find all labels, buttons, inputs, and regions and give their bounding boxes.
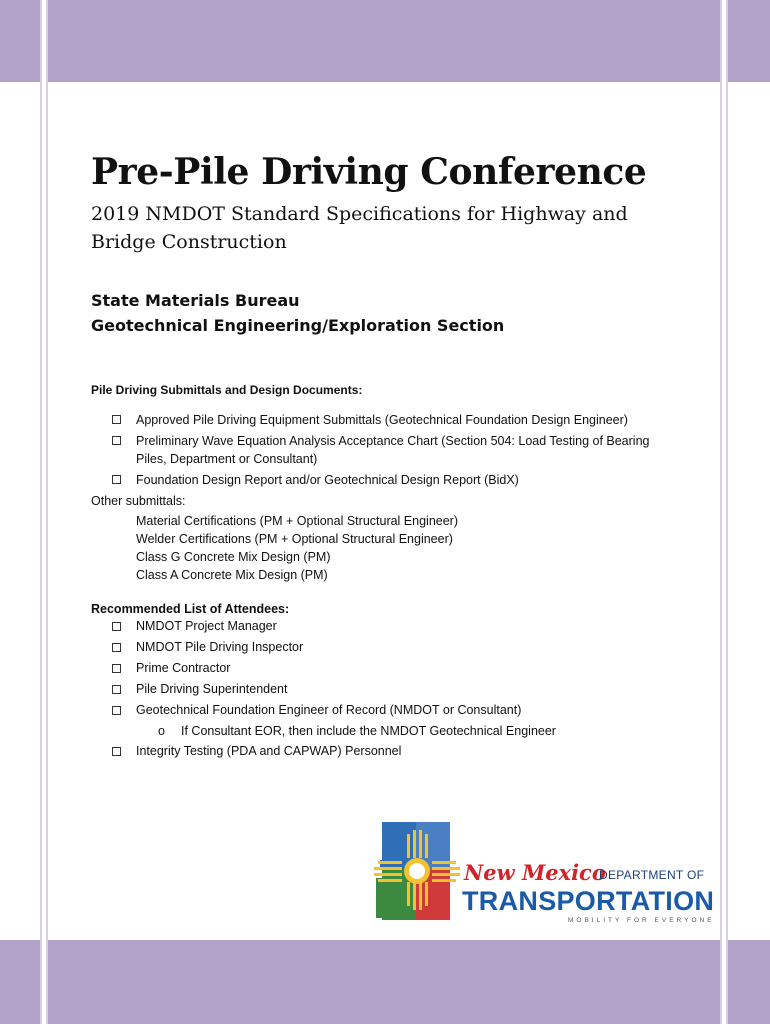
bottom-right-frame-bar bbox=[728, 940, 770, 1024]
checkbox-icon bbox=[112, 622, 121, 631]
attendee-item: Geotechnical Foundation Engineer of Record (NMDOT or Consultant) bbox=[91, 700, 691, 721]
attendee-item: NMDOT Project Manager bbox=[91, 616, 691, 637]
top-left-frame-bar bbox=[0, 0, 40, 82]
checkbox-icon bbox=[112, 475, 121, 484]
checkbox-icon bbox=[112, 664, 121, 673]
submittals-list bbox=[91, 411, 691, 489]
logo-tagline: MOBILITY FOR EVERYONE bbox=[568, 917, 715, 924]
bottom-left-frame-bar bbox=[0, 940, 40, 1024]
document-subtitle: 2019 NMDOT Standard Specifications for Highway and Bridge Construction bbox=[91, 203, 628, 253]
attendee-item: Integrity Testing (PDA and CAPWAP) Personnel bbox=[91, 741, 691, 762]
other-submittals-label: Other submittals: bbox=[91, 494, 186, 508]
attendee-item: Pile Driving Superintendent bbox=[91, 679, 691, 700]
other-submittal-item: Class G Concrete Mix Design (PM) bbox=[136, 550, 331, 564]
other-submittal-item: Material Certifications (PM + Optional Structural Engineer) bbox=[136, 514, 459, 528]
submittal-item: Foundation Design Report and/or Geotechnical Design Report (BidX) bbox=[91, 471, 676, 489]
other-submittals-list bbox=[136, 512, 691, 584]
top-right-frame-bar bbox=[728, 0, 770, 82]
frame-line-right-outer bbox=[726, 0, 728, 1024]
submittals-heading: Pile Driving Submittals and Design Documents: bbox=[91, 383, 363, 397]
logo-transportation: TRANSPORTATION bbox=[462, 886, 715, 916]
other-submittal-item: Welder Certifications (PM + Optional Structural Engineer) bbox=[136, 532, 453, 546]
section-name: Geotechnical Engineering/Exploration Section bbox=[91, 316, 505, 335]
zia-sun-icon bbox=[372, 820, 462, 930]
attendee-item: NMDOT Pile Driving Inspector bbox=[91, 637, 691, 658]
bureau-block bbox=[91, 288, 691, 338]
checkbox-icon bbox=[112, 747, 121, 756]
checkbox-icon bbox=[112, 415, 121, 424]
logo-department-of: DEPARTMENT OF bbox=[599, 868, 705, 882]
document-content bbox=[91, 150, 691, 762]
attendees-heading: Recommended List of Attendees: bbox=[91, 602, 290, 616]
attendee-item: Prime Contractor bbox=[91, 658, 691, 679]
document-title: Pre-Pile Driving Conference bbox=[91, 151, 647, 193]
checkbox-icon bbox=[112, 706, 121, 715]
top-frame-bar bbox=[48, 0, 720, 82]
checkbox-icon bbox=[112, 436, 121, 445]
logo-new-mexico: New Mexico bbox=[464, 860, 606, 885]
attendees-list-continued bbox=[91, 741, 691, 762]
nmdot-logo bbox=[372, 820, 716, 930]
attendees-list bbox=[91, 616, 691, 721]
bureau-name: State Materials Bureau bbox=[91, 291, 300, 310]
sub-bullet: o bbox=[158, 724, 165, 738]
other-submittal-item: Class A Concrete Mix Design (PM) bbox=[136, 568, 328, 582]
checkbox-icon bbox=[112, 643, 121, 652]
attendee-sub-item: o If Consultant EOR, then include the NMDOT Geotechnical Engineer bbox=[91, 721, 691, 741]
checkbox-icon bbox=[112, 685, 121, 694]
submittal-item: Approved Pile Driving Equipment Submittals (Geotechnical Foundation Design Engineer) bbox=[91, 411, 676, 429]
frame-line-right-inner bbox=[720, 0, 722, 1024]
submittal-item: Preliminary Wave Equation Analysis Acceptance Chart (Section 504: Load Testing of Bearing Piles, Department or Consultant) bbox=[91, 432, 676, 468]
frame-line-left-inner bbox=[46, 0, 48, 1024]
bottom-frame-bar bbox=[48, 940, 720, 1024]
frame-line-left-outer bbox=[40, 0, 42, 1024]
